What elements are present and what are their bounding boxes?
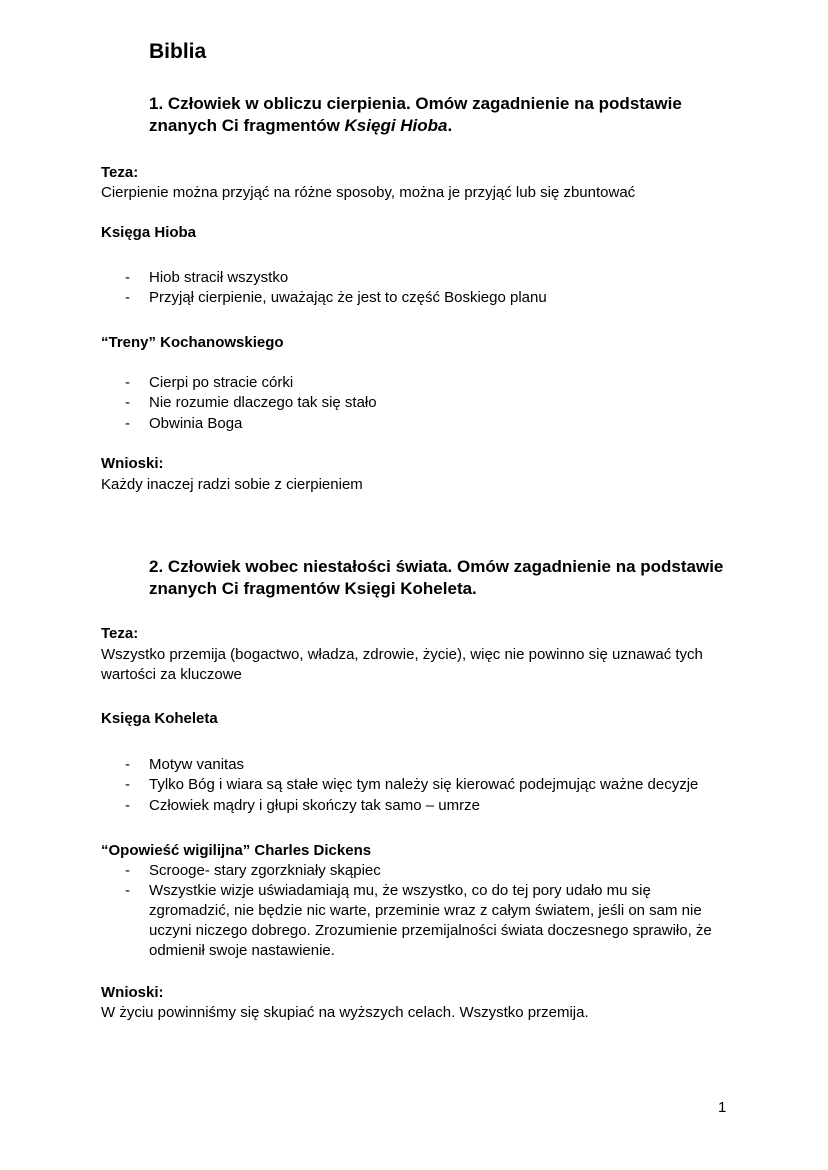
section2-teza-line2: wartości za kluczowe xyxy=(101,666,242,683)
bullet-marker: - xyxy=(125,862,130,879)
bullet-marker: - xyxy=(125,797,130,814)
section1-teza-text: Cierpienie można przyjąć na różne sposoby, można je przyjąć lub się zbuntować xyxy=(101,184,636,201)
list-item: Tylko Bóg i wiara są stałe więc tym należy się kierować podejmując ważne decyzje xyxy=(149,776,699,793)
document-title: Biblia xyxy=(149,40,207,63)
list-item: Wszystkie wizje uświadamiają mu, że wszystko, co do tej pory udało mu się zgromadzić, nie będzie nic warte, przeminie wraz z całym światem, jeśli on sam nie uczyni niczego dobrego. Zrozumienie przemijalności świata doczesnego sprawiło, że odmienił swoje nastawienie. xyxy=(149,882,712,959)
list-item: Nie rozumie dlaczego tak się stało xyxy=(149,394,377,411)
bullet-marker: - xyxy=(125,776,130,793)
page-number: 1 xyxy=(718,1099,727,1116)
bullet-marker: - xyxy=(125,756,130,773)
section1-sub1-title: Księga Hioba xyxy=(101,224,197,241)
list-item: Człowiek mądry i głupi skończy tak samo – umrze xyxy=(149,797,480,814)
section2-wnioski-text: W życiu powinniśmy się skupiać na wyższych celach. Wszystko przemija. xyxy=(101,1004,589,1021)
bullet-marker: - xyxy=(125,289,130,306)
section2-heading-line2: znanych Ci fragmentów Księgi Koheleta. xyxy=(149,579,477,598)
heading-text: . xyxy=(447,116,453,135)
section1-wnioski-text: Każdy inaczej radzi sobie z cierpieniem xyxy=(101,476,363,493)
section1-wnioski-label: Wnioski: xyxy=(101,455,164,472)
list-item: Przyjął cierpienie, uważając że jest to część Boskiego planu xyxy=(149,289,547,306)
bullet-marker: - xyxy=(125,415,130,432)
list-item: Cierpi po stracie córki xyxy=(149,374,294,391)
heading-text: znanych Ci fragmentów xyxy=(149,116,345,135)
list-item: Motyw vanitas xyxy=(149,756,245,773)
list-item: Hiob stracił wszystko xyxy=(149,269,289,286)
section1-sub2-title: “Treny” Kochanowskiego xyxy=(101,334,284,351)
section2-sub2-title: “Opowieść wigilijna” Charles Dickens xyxy=(101,842,372,859)
bullet-marker: - xyxy=(125,394,130,411)
bullet-marker: - xyxy=(125,882,130,899)
bullet-marker: - xyxy=(125,374,130,391)
section1-heading-line2 xyxy=(149,115,452,137)
section2-teza-line1: Wszystko przemija (bogactwo, władza, zdrowie, życie), więc nie powinno się uznawać tych xyxy=(101,646,703,663)
section2-teza-label: Teza: xyxy=(101,625,139,642)
section2-sub1-title: Księga Koheleta xyxy=(101,710,218,727)
bullet-marker: - xyxy=(125,269,130,286)
section2-heading-line1: 2. Człowiek wobec niestałości świata. Omów zagadnienie na podstawie xyxy=(149,557,724,576)
section1-teza-label: Teza: xyxy=(101,164,139,181)
list-item: Scrooge- stary zgorzkniały skąpiec xyxy=(149,862,381,879)
section2-wnioski-label: Wnioski: xyxy=(101,984,164,1001)
list-item: Obwinia Boga xyxy=(149,415,243,432)
heading-italic-text: Księgi Hioba xyxy=(344,116,448,135)
section1-heading-line1: 1. Człowiek w obliczu cierpienia. Omów zagadnienie na podstawie xyxy=(149,94,682,113)
